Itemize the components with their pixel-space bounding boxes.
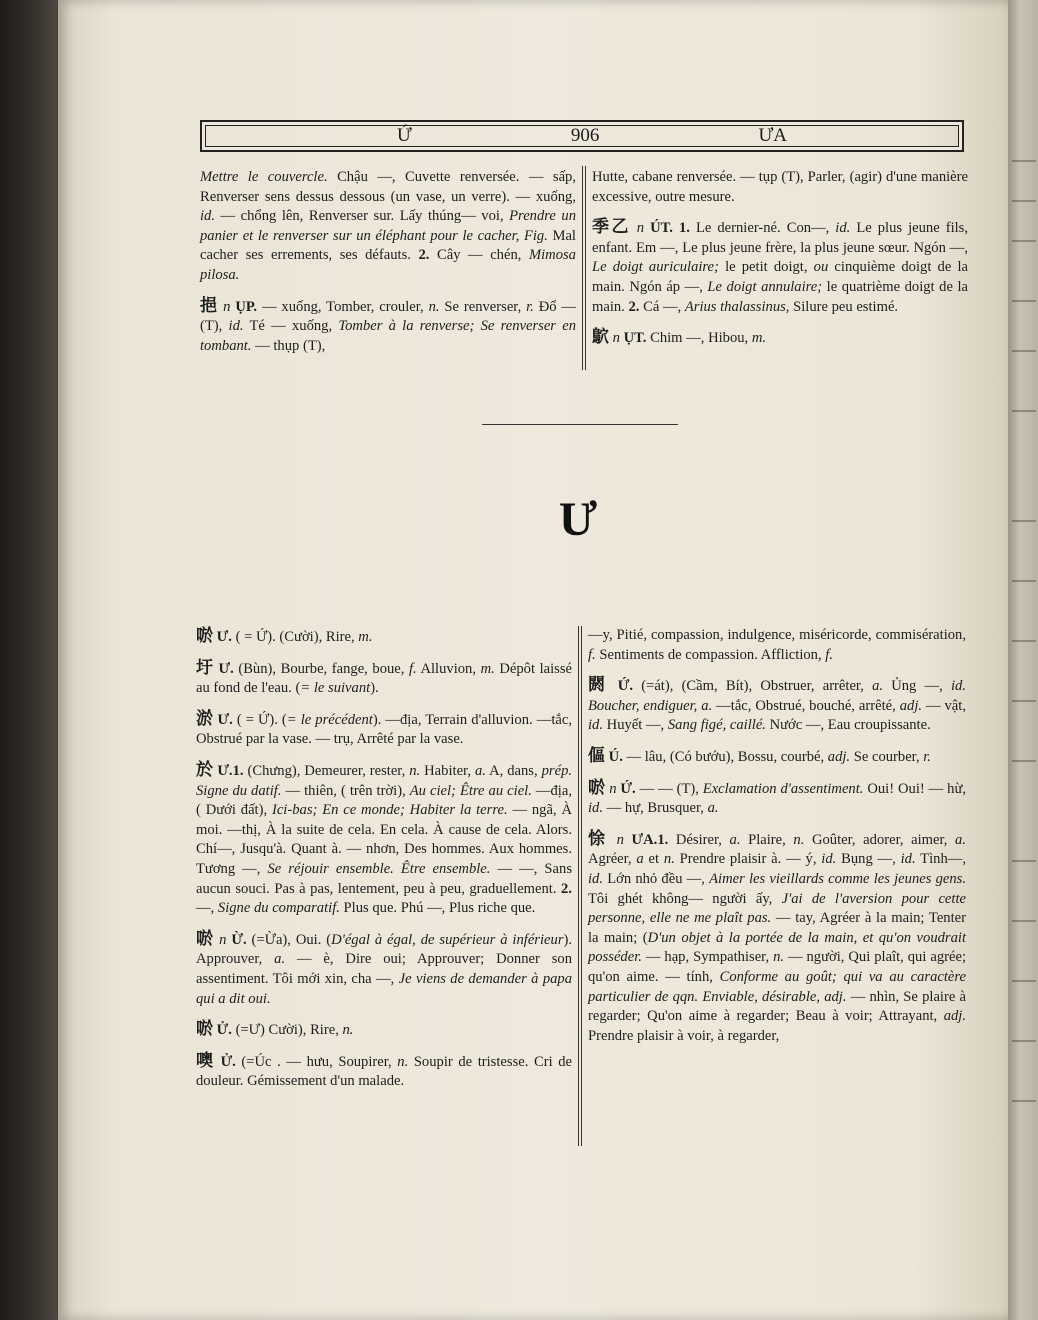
entry: 圩 Ư. (Bùn), Bourbe, fange, boue, f. Alluvion, m. Dépôt laissé au fond de l'eau. (= le suivant).: [196, 657, 573, 697]
hanzi-glyph: 鴥: [592, 327, 609, 347]
section-rule: [482, 424, 678, 425]
hanzi-glyph: 唹: [196, 1019, 213, 1039]
page-number: 906: [570, 125, 600, 146]
entry: 悇 n ƯA.1. Désirer, a. Plaire, n. Goûter, adorer, aimer, a. Agréer, a et n. Prendre plaisir à. — ý, id. Bụng —, id. Tình—, id. Lớn nhỏ đều —, Aimer les vieillards comme les jeunes gens. Tôi ghét không— người ấy, J'ai de l'aversion pour cette personne, elle ne me plaît pas. — tay, Agréer à la main; Tenter la main; (D'un objet à la portée de la main, et qu'on voudrait posséder. — hạp, Sympathiser, n. — người, Qui plaît, qui agrée; qu'on aime. — tính, Conforme au goût; qui va au caractère particulier de qqn. Enviable, désirable, adj. — nhìn, Se plaire à regarder; Qu'on aime à regarder; Beau à voir; Attrayant, adj. Prendre plaisir à voir, à regarder,: [588, 828, 966, 1044]
lower-left-column: [196, 626, 572, 1102]
lower-column-divider: [578, 626, 579, 1146]
hanzi-glyph: 唹: [588, 777, 606, 797]
entry: 唹 n Ừ. (=Ừa), Oui. (D'égal à égal, de supérieur à inférieur). Approuver, a. — è, Dire oui; Approuver; Donner son assentiment. Tôi mới xin, cha —, Je viens de demander à papa qui a dit oui.: [196, 928, 573, 1007]
entry: 於 Ư.1. (Chưng), Demeurer, rester, n. Habiter, a. A, dans, prép. Signe du datif. — thiên, ( trên trời), Au ciel; Être au ciel. —địa, ( Dưới đất), Ici-bas; En ce monde; Habiter la terre. — ngã, À moi. —thị, À la suite de cela. En cela. À cause de cela. Alors. Chí—, Jusqu'à. Quant à. — nhơn, Des hommes. Aux hommes. Tương —, Se réjouir ensemble. Être ensemble. — —, Sans aucun souci. Pas à pas, lentement, peu à peu, graduellement. 2. —, Signe du comparatif. Plus que. Phú —, Plus riche que.: [196, 759, 573, 917]
entry-ut-owl: 鴥 n ỤT. Chim —, Hibou, m.: [592, 327, 767, 347]
headword: Ứ.: [617, 678, 634, 695]
headword: Ú.: [608, 748, 623, 765]
hanzi-glyph: 淤: [196, 708, 214, 728]
entry: 閼 Ứ. (=át), (Cầm, Bít), Obstruer, arrêter, a. Ủng —, id. Boucher, endiguer, a. —tắc, Obstrué, bouché, arrêté, adj. — vật, id. Huyết —, Sang figé, caillé. Nước —, Eau croupissante.: [588, 675, 966, 734]
hanzi-glyph: 唹: [196, 626, 213, 645]
headword: Ử.: [216, 1022, 232, 1039]
header-right-guide-word: ƯA: [758, 125, 787, 146]
entry-continuation: —y, Pitié, compassion, indulgence, miséricorde, commisération, f. Sentiments de compassion. Affliction, f.: [588, 627, 966, 663]
hanzi-glyph: 季乙: [592, 217, 631, 237]
headword: Ư.: [217, 762, 233, 779]
headword: ÚT.: [650, 220, 673, 237]
hanzi-glyph: 悇: [588, 828, 609, 848]
headword: Ừ.: [231, 931, 247, 948]
upper-left-column: [200, 168, 576, 366]
upper-column-divider: [582, 166, 583, 370]
entry: 噢 Ử. (=Úc . — hưu, Soupirer, n. Soupir de tristesse. Cri de douleur. Gémissement d'un malade.: [196, 1050, 573, 1090]
hanzi-glyph: 噢: [196, 1050, 215, 1070]
section-letter: Ư: [558, 493, 598, 546]
headword: Ứ.: [620, 780, 636, 797]
hanzi-glyph: 閼: [588, 675, 610, 695]
headword: Ư.: [217, 711, 233, 728]
header-left-guide-word: Ứ: [397, 125, 412, 146]
headword: ỤT.: [623, 330, 647, 347]
entry: 淤 Ư. ( = Ứ). (= le précédent). —địa, Terrain d'alluvion. —tắc, Obstrué par la vase. — trụ, Arrêté par la vase.: [196, 708, 572, 748]
headword: Ư.: [218, 660, 234, 677]
hanzi-glyph: 挹: [200, 295, 219, 315]
entry-continuation: Mettre le couvercle. Chậu —, Cuvette renversée. — sấp, Renverser sens dessus dessous (un vase, un verre). — xuống, id. — chổng lên, Renverser sur. Lấy thúng— voi, Prendre un panier et le renverser sur un éléphant pour le cacher, Fig. Mal cacher ses errements, ses défauts. 2. Cây — chén, Mimosa pilosa.: [200, 169, 577, 283]
entry: 唹 n Ứ. — — (T), Exclamation d'assentiment. Oui! Oui! — hừ, id. — hự, Brusquer, a.: [588, 777, 967, 817]
headword: Ử.: [220, 1053, 236, 1070]
entry: 唹 Ư. ( = Ứ). (Cười), Rire, m.: [196, 626, 373, 645]
hanzi-glyph: 唹: [196, 928, 215, 948]
entry-up: 挹 n ỤP. — xuống, Tomber, crouler, n. Se renverser, r. Đổ — (T), id. Té — xuống, Tomber à la renverse; Se renverser en tombant. — thụp (T),: [200, 295, 576, 354]
headword: Ư.: [216, 629, 232, 645]
headword: ỤP.: [235, 298, 258, 315]
upper-right-column: [592, 168, 968, 359]
lower-right-column: [588, 626, 966, 1056]
entry: 傴 Ú. — lâu, (Có bướu), Bossu, courbé, adj. Se courber, r.: [588, 745, 931, 765]
running-header: [200, 120, 964, 152]
hanzi-glyph: 圩: [196, 657, 214, 677]
hanzi-glyph: 傴: [588, 745, 605, 765]
next-page-edge: [1008, 0, 1038, 1320]
entry-continuation: Hutte, cabane renversée. — tụp (T), Parler, (agir) d'une manière excessive, outre mesure.: [592, 169, 968, 205]
entry: 唹 Ử. (=Ư) Cười), Rire, n.: [196, 1019, 354, 1039]
headword: ƯA.: [631, 831, 658, 848]
hanzi-glyph: 於: [196, 759, 214, 779]
entry-ut: 季乙 n ÚT. 1. Le dernier-né. Con—, id. Le plus jeune fils, enfant. Em —, Le plus jeune frère, la plus jeune sœur. Ngón —, Le doigt auriculaire; le petit doigt, ou cinquième doigt de la main. Ngón áp —, Le doigt annulaire; le quatrième doigt de la main. 2. Cá —, Arius thalassinus, Silure peu estimé.: [592, 217, 969, 315]
